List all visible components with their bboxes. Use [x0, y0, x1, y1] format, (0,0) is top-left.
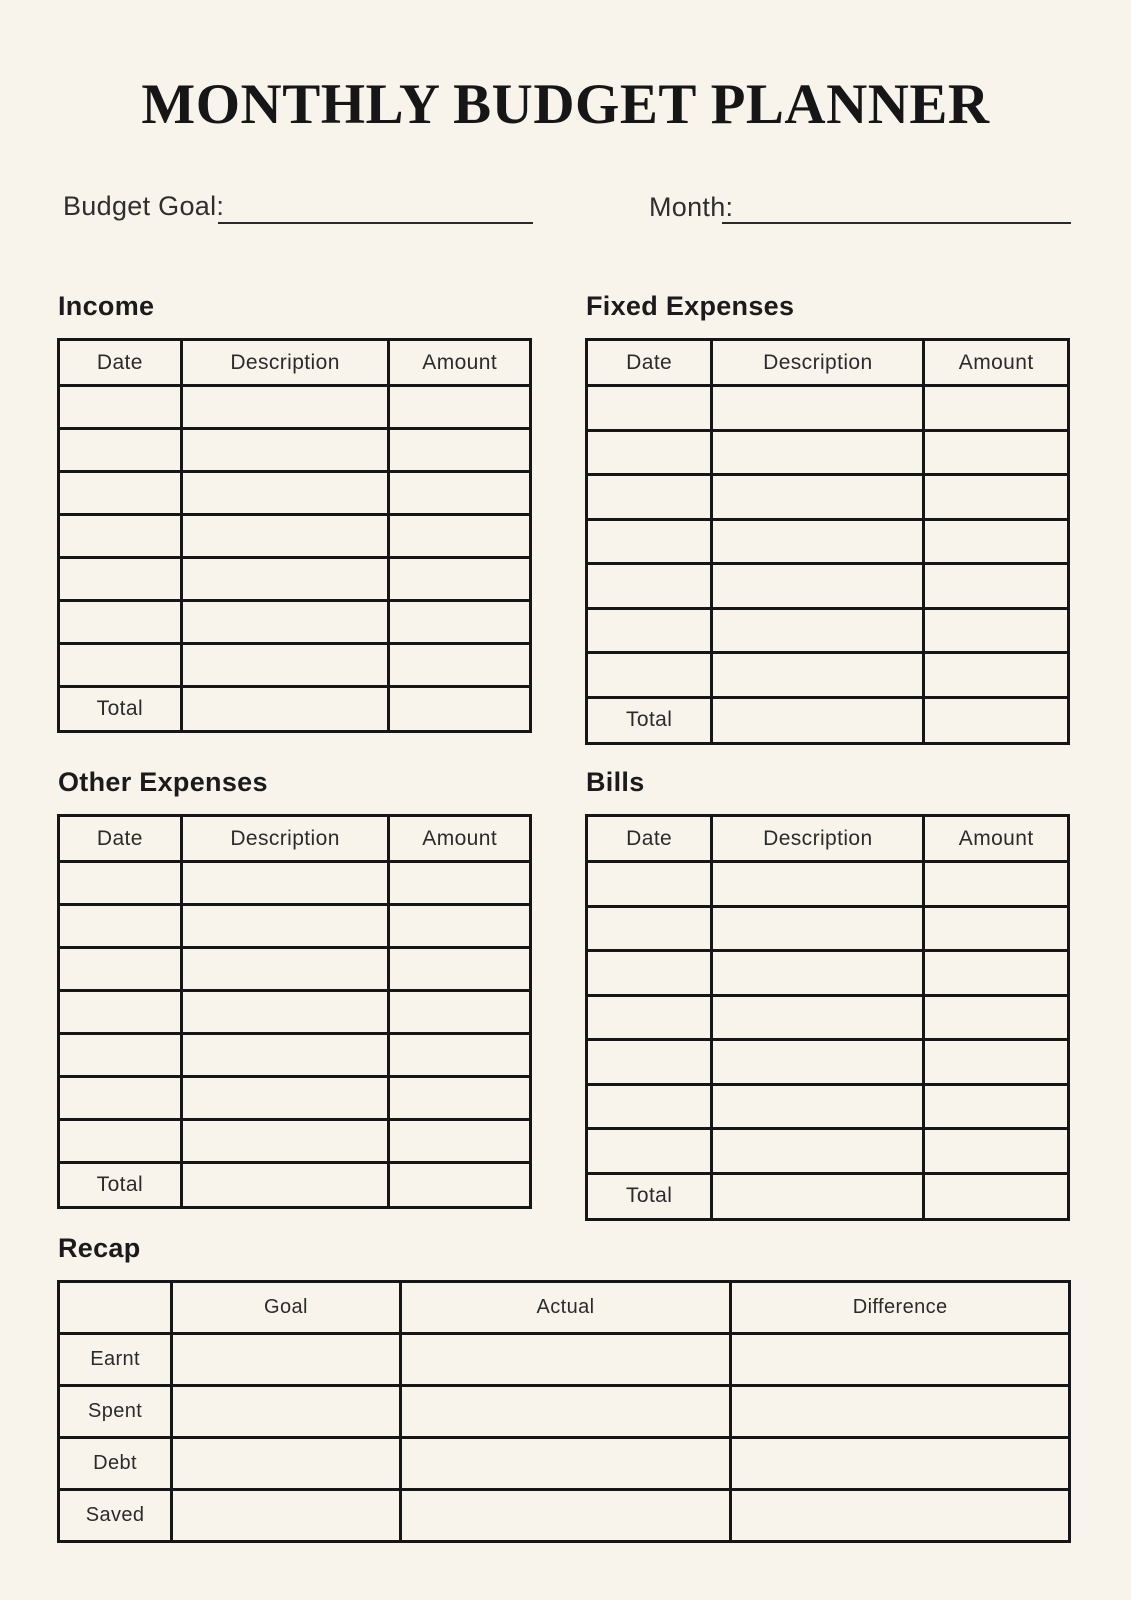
- budget-goal-label: Budget Goal:: [63, 191, 225, 221]
- empty-cell: [59, 1120, 182, 1163]
- empty-cell: [712, 1129, 924, 1174]
- recap-row-saved: [59, 1490, 1070, 1542]
- total-description-cell: [181, 687, 389, 732]
- empty-cell: [587, 519, 712, 564]
- column-header-amount: Amount: [924, 340, 1069, 386]
- empty-cell: [59, 386, 182, 429]
- header-row: [587, 816, 1069, 862]
- empty-cell: [924, 1129, 1069, 1174]
- empty-cell: [924, 862, 1069, 907]
- empty-cell: [924, 608, 1069, 653]
- empty-cell: [712, 653, 924, 698]
- total-label: Total: [587, 697, 712, 743]
- empty-row: [587, 1129, 1069, 1174]
- empty-cell: [59, 862, 182, 905]
- recap-row-spent: [59, 1386, 1070, 1438]
- empty-cell: [712, 475, 924, 520]
- empty-row: [59, 644, 531, 687]
- empty-row: [587, 430, 1069, 475]
- header-row: [587, 340, 1069, 386]
- column-header-actual: Actual: [400, 1282, 731, 1334]
- empty-cell: [172, 1386, 400, 1438]
- column-header-date: Date: [59, 816, 182, 862]
- empty-cell: [389, 862, 531, 905]
- empty-cell: [59, 558, 182, 601]
- total-label: Total: [59, 1163, 182, 1208]
- empty-cell: [924, 564, 1069, 609]
- empty-cell: [389, 386, 531, 429]
- column-header-goal: Goal: [172, 1282, 400, 1334]
- empty-cell: [924, 951, 1069, 996]
- empty-cell: [389, 991, 531, 1034]
- other-expenses-table: [57, 814, 532, 1209]
- fixed-expenses-heading: Fixed Expenses: [586, 291, 795, 321]
- empty-row: [587, 906, 1069, 951]
- empty-cell: [924, 906, 1069, 951]
- empty-cell: [712, 906, 924, 951]
- empty-cell: [181, 386, 389, 429]
- empty-row: [587, 995, 1069, 1040]
- empty-cell: [712, 386, 924, 431]
- bills-heading: Bills: [586, 767, 645, 797]
- empty-cell: [59, 429, 182, 472]
- empty-cell: [389, 472, 531, 515]
- empty-cell: [587, 951, 712, 996]
- bills-section: [585, 767, 1070, 1221]
- page-title: MONTHLY BUDGET PLANNER: [141, 73, 990, 136]
- total-description-cell: [712, 1173, 924, 1219]
- empty-cell: [181, 862, 389, 905]
- other-expenses-heading: Other Expenses: [58, 767, 268, 797]
- table-body: [587, 386, 1069, 698]
- column-header-date: Date: [587, 816, 712, 862]
- empty-cell: [731, 1490, 1070, 1542]
- column-header-amount: Amount: [389, 340, 531, 386]
- empty-row: [587, 564, 1069, 609]
- empty-cell: [587, 906, 712, 951]
- empty-cell: [400, 1490, 731, 1542]
- empty-row: [587, 653, 1069, 698]
- total-amount-cell: [924, 1173, 1069, 1219]
- total-amount-cell: [924, 697, 1069, 743]
- empty-row: [587, 519, 1069, 564]
- table-body: [59, 386, 531, 687]
- bills-table: [585, 814, 1070, 1221]
- column-header-amount: Amount: [924, 816, 1069, 862]
- empty-cell: [587, 995, 712, 1040]
- empty-cell: [712, 1084, 924, 1129]
- empty-cell: [181, 1034, 389, 1077]
- empty-cell: [181, 644, 389, 687]
- recap-row-label: Debt: [59, 1438, 172, 1490]
- total-row: [59, 687, 531, 732]
- empty-cell: [181, 429, 389, 472]
- table-body: [59, 862, 531, 1163]
- empty-row: [587, 608, 1069, 653]
- empty-row: [59, 601, 531, 644]
- empty-row: [587, 1040, 1069, 1085]
- empty-cell: [389, 1077, 531, 1120]
- total-row: [587, 1173, 1069, 1219]
- empty-row: [587, 1084, 1069, 1129]
- empty-cell: [59, 472, 182, 515]
- empty-cell: [712, 564, 924, 609]
- empty-row: [59, 1120, 531, 1163]
- budget-goal-line: [218, 194, 533, 224]
- empty-cell: [181, 1120, 389, 1163]
- column-header-date: Date: [587, 340, 712, 386]
- empty-row: [59, 991, 531, 1034]
- empty-cell: [924, 519, 1069, 564]
- recap-section: [57, 1233, 1071, 1543]
- table-body: [587, 862, 1069, 1174]
- total-row: [59, 1163, 531, 1208]
- empty-cell: [59, 1077, 182, 1120]
- recap-table: [57, 1280, 1071, 1543]
- empty-cell: [587, 1040, 712, 1085]
- empty-cell: [587, 1129, 712, 1174]
- header-row: [59, 816, 531, 862]
- recap-row-label: Spent: [59, 1386, 172, 1438]
- empty-cell: [587, 475, 712, 520]
- empty-cell: [924, 386, 1069, 431]
- column-header-amount: Amount: [389, 816, 531, 862]
- empty-cell: [389, 1120, 531, 1163]
- income-section: [57, 291, 532, 733]
- empty-cell: [59, 601, 182, 644]
- empty-cell: [181, 1077, 389, 1120]
- empty-cell: [924, 475, 1069, 520]
- empty-row: [59, 862, 531, 905]
- empty-cell: [712, 995, 924, 1040]
- empty-cell: [389, 558, 531, 601]
- empty-cell: [400, 1438, 731, 1490]
- fixed-expenses-section: [585, 291, 1070, 745]
- total-amount-cell: [389, 687, 531, 732]
- empty-cell: [389, 1034, 531, 1077]
- column-header-description: Description: [181, 816, 389, 862]
- total-label: Total: [59, 687, 182, 732]
- empty-cell: [587, 653, 712, 698]
- empty-cell: [731, 1334, 1070, 1386]
- month-label: Month:: [649, 192, 734, 222]
- empty-cell: [587, 608, 712, 653]
- empty-row: [587, 386, 1069, 431]
- empty-cell: [924, 995, 1069, 1040]
- total-label: Total: [587, 1173, 712, 1219]
- empty-cell: [59, 905, 182, 948]
- empty-cell: [587, 564, 712, 609]
- fixed-expenses-table: [585, 338, 1070, 745]
- empty-cell: [400, 1334, 731, 1386]
- empty-row: [59, 515, 531, 558]
- empty-cell: [181, 948, 389, 991]
- recap-heading: Recap: [58, 1233, 141, 1263]
- income-heading: Income: [58, 291, 155, 321]
- month-line: [722, 194, 1071, 224]
- empty-row: [587, 951, 1069, 996]
- column-header-description: Description: [712, 816, 924, 862]
- empty-row: [59, 948, 531, 991]
- empty-cell: [172, 1490, 400, 1542]
- empty-cell: [181, 905, 389, 948]
- empty-cell: [712, 862, 924, 907]
- column-header-difference: Difference: [731, 1282, 1070, 1334]
- empty-cell: [59, 515, 182, 558]
- empty-cell: [587, 386, 712, 431]
- empty-cell: [924, 653, 1069, 698]
- empty-cell: [731, 1438, 1070, 1490]
- empty-cell: [400, 1386, 731, 1438]
- empty-cell: [59, 948, 182, 991]
- empty-cell: [712, 1040, 924, 1085]
- total-description-cell: [181, 1163, 389, 1208]
- empty-cell: [587, 1084, 712, 1129]
- header-row: [59, 1282, 1070, 1334]
- column-header-description: Description: [181, 340, 389, 386]
- recap-row-label: Earnt: [59, 1334, 172, 1386]
- recap-row-debt: [59, 1438, 1070, 1490]
- empty-cell: [389, 948, 531, 991]
- empty-cell: [59, 991, 182, 1034]
- empty-cell: [389, 905, 531, 948]
- total-description-cell: [712, 697, 924, 743]
- column-header-date: Date: [59, 340, 182, 386]
- empty-cell: [181, 558, 389, 601]
- empty-cell: [924, 1084, 1069, 1129]
- empty-cell: [712, 951, 924, 996]
- empty-cell: [59, 644, 182, 687]
- empty-row: [59, 1077, 531, 1120]
- empty-cell: [389, 601, 531, 644]
- empty-cell: [587, 862, 712, 907]
- empty-cell: [181, 601, 389, 644]
- empty-row: [587, 862, 1069, 907]
- empty-cell: [712, 608, 924, 653]
- total-row: [587, 697, 1069, 743]
- recap-row-label: Saved: [59, 1490, 172, 1542]
- empty-cell: [587, 430, 712, 475]
- empty-cell: [181, 991, 389, 1034]
- empty-cell: [172, 1438, 400, 1490]
- empty-cell: [181, 515, 389, 558]
- other-expenses-section: [57, 767, 532, 1209]
- empty-cell: [389, 515, 531, 558]
- empty-row: [587, 475, 1069, 520]
- empty-cell: [181, 472, 389, 515]
- empty-cell: [172, 1334, 400, 1386]
- header-row: [59, 340, 531, 386]
- empty-cell: [389, 644, 531, 687]
- recap-row-earnt: [59, 1334, 1070, 1386]
- total-amount-cell: [389, 1163, 531, 1208]
- empty-cell: [712, 519, 924, 564]
- empty-row: [59, 429, 531, 472]
- empty-row: [59, 558, 531, 601]
- recap-corner-cell: [59, 1282, 172, 1334]
- empty-cell: [712, 430, 924, 475]
- empty-cell: [924, 1040, 1069, 1085]
- empty-cell: [59, 1034, 182, 1077]
- empty-cell: [389, 429, 531, 472]
- empty-row: [59, 1034, 531, 1077]
- empty-row: [59, 472, 531, 515]
- empty-row: [59, 905, 531, 948]
- empty-cell: [924, 430, 1069, 475]
- empty-cell: [731, 1386, 1070, 1438]
- income-table: [57, 338, 532, 733]
- column-header-description: Description: [712, 340, 924, 386]
- empty-row: [59, 386, 531, 429]
